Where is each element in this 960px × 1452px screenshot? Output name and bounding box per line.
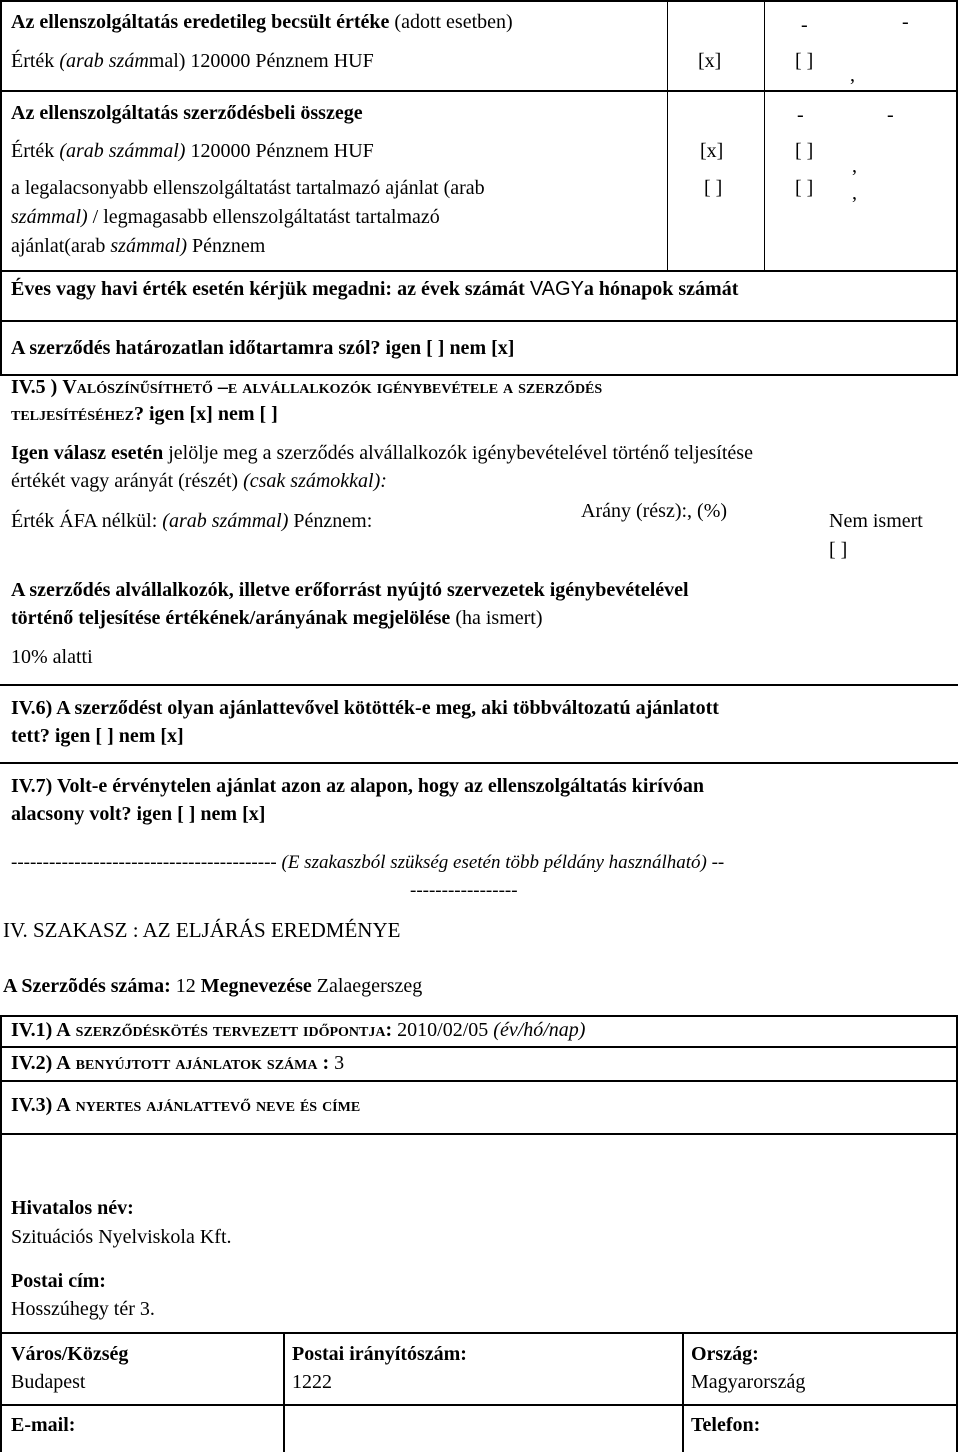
iv2-prefix: IV.2) A: [11, 1052, 71, 1074]
iv7-line-2: alacsony volt? igen [ ] nem [x]: [11, 803, 266, 825]
estimated-value-dash-2: -: [902, 11, 909, 33]
contract-value-dash-1: -: [797, 104, 804, 126]
contract-value-comma: ,: [852, 155, 857, 177]
official-name-label: Hivatalos név:: [11, 1197, 134, 1219]
iv5-title-cont: teljesítéséhez?: [11, 403, 144, 425]
table-border-top: [0, 0, 958, 2]
indefinite-term-question: A szerződés határozatlan időtartamra szól? igen [ ] nem [x]: [11, 337, 515, 359]
iv1-prefix: IV.1) A: [11, 1019, 71, 1041]
igen-text-2: értékét vagy arányát (részét): [11, 470, 239, 492]
offer-range-currency: Pénznem: [192, 235, 266, 257]
estimated-value-dash-1: -: [801, 14, 808, 36]
result-row-divider-5: [0, 1404, 958, 1406]
country-label: Ország:: [691, 1343, 759, 1365]
iv5-heading-line-2: [11, 403, 278, 426]
table-col-divider-1: [667, 0, 668, 270]
estimated-value-label: Érték: [11, 50, 55, 72]
iv1-colon: :: [385, 1019, 393, 1041]
annual-monthly-vagy: VAGY: [529, 278, 584, 300]
not-known-mark: [ ]: [829, 539, 848, 561]
result-row-divider-3: [0, 1133, 958, 1135]
subcontractor-line-1: A szerződés alvállalkozók, illetve erőforrást nyújtó szervezetek igénybevételével: [11, 579, 689, 601]
iv6-line-1: IV.6) A szerződést olyan ajánlattevővel kötötték-e meg, aki többváltozatú ajánlatott: [11, 697, 719, 719]
contract-value-label: Érték: [11, 140, 55, 162]
phone-label: Telefon:: [691, 1414, 761, 1436]
iv1-date: 2010/02/05: [397, 1019, 489, 1041]
offer-range-line-1: a legalacsonyabb ellenszolgáltatást tartalmazó ajánlat (arab: [11, 177, 485, 199]
annual-monthly-note: [11, 278, 738, 301]
subcontractor-line-2: [11, 607, 543, 630]
separator-tail: --: [711, 852, 725, 873]
result-col-divider-2: [682, 1332, 684, 1452]
iv5-heading-line-1: [11, 376, 602, 399]
igen-italic: (csak számokkal):: [243, 470, 387, 492]
section-divider-iv7: [0, 762, 958, 764]
result-col-divider-1: [283, 1332, 285, 1452]
table-col-divider-2: [764, 0, 765, 270]
separator-note: (E szakaszból szükség esetén több példány használható): [281, 852, 707, 873]
estimated-value-amount: mal) 120000 Pénznem HUF: [148, 50, 374, 72]
contract-value-amount: 120000 Pénznem HUF: [190, 140, 374, 162]
offer-range-line-3: [11, 235, 265, 258]
offer-range-mark-a: [ ]: [704, 177, 723, 199]
value-without-vat-label: Érték ÁFA nélkül:: [11, 510, 158, 532]
result-row-divider-1: [0, 1046, 958, 1048]
table-row-divider-3: [0, 320, 958, 322]
not-known-label: Nem ismert: [829, 510, 923, 532]
iv1-row: [11, 1019, 585, 1042]
estimated-value-title: [11, 11, 513, 34]
official-name-value: Szituációs Nyelviskola Kft.: [11, 1226, 232, 1248]
annual-monthly-tail: a hónapok számát: [583, 278, 739, 300]
result-table-top: [0, 1015, 958, 1017]
estimated-value-mark-b: [ ]: [795, 50, 814, 72]
igen-text: jelölje meg a szerződés alvállalkozók igénybevételével történő teljesítése: [168, 442, 753, 464]
offer-range-italic-2: számmal): [110, 235, 188, 257]
contract-value-italic: (arab számmal): [59, 140, 186, 162]
estimated-value-mark-a: [x]: [698, 50, 722, 72]
zip-label: Postai irányítószám:: [292, 1343, 467, 1365]
contract-name: Zalaegerszeg: [316, 975, 423, 997]
proportion-label: Arány (rész):, (%): [581, 500, 728, 522]
estimated-value-comma: ,: [850, 64, 855, 86]
table-row-divider-2: [0, 270, 958, 272]
contract-value-mark-b: [ ]: [795, 140, 814, 162]
offer-range-mark-b: [ ]: [795, 177, 814, 199]
iv3-row: [11, 1094, 360, 1117]
iv1-format: (év/hó/nap): [493, 1019, 586, 1041]
iv3-prefix: IV.3) A: [11, 1094, 71, 1116]
offer-range-text-2: / legmagasabb ellenszolgáltatást tartalmazó: [92, 206, 440, 228]
offer-range-comma: ,: [852, 182, 857, 204]
country-value: Magyarország: [691, 1371, 806, 1393]
contract-value-mark-a: [x]: [700, 140, 724, 162]
iv6-line-2: tett? igen [ ] nem [x]: [11, 725, 184, 747]
iv5-answer: igen [x] nem [ ]: [148, 403, 278, 425]
annual-monthly-bold: Éves vagy havi érték esetén kérjük megadni: az évek számát: [11, 278, 525, 300]
value-without-vat-currency: Pénznem:: [293, 510, 373, 532]
contract-identification: [3, 975, 422, 998]
section-divider-iv6: [0, 684, 958, 686]
result-row-divider-2: [0, 1080, 958, 1082]
contract-value-line: [11, 140, 374, 163]
result-heading: IV. SZAKASZ : AZ ELJÁRÁS EREDMÉNYE: [3, 918, 401, 942]
estimated-value-title-bold: Az ellenszolgáltatás eredetileg becsült értéke: [11, 11, 390, 33]
separator-line-2: -----------------: [410, 880, 518, 901]
postal-address-label: Postai cím:: [11, 1270, 106, 1292]
estimated-value-title-note: (adott esetben): [394, 11, 513, 33]
offer-range-text-3: ajánlat(arab: [11, 235, 106, 257]
iv7-line-1: IV.7) Volt-e érvénytelen ajánlat azon az alapon, hogy az ellenszolgáltatás kirívóan: [11, 775, 704, 797]
estimated-value-italic: (arab szám: [59, 50, 149, 72]
separator-dashes: ------------------------------------------: [11, 852, 277, 873]
iv2-title: benyújtott ajánlatok száma :: [75, 1052, 330, 1074]
subcontractor-bold: történő teljesítése értékének/arányának megjelölése: [11, 607, 451, 629]
contract-value-dash-2: -: [887, 104, 894, 126]
iv1-title: szerződéskötés tervezett időpontja: [75, 1019, 386, 1041]
city-value: Budapest: [11, 1371, 86, 1393]
iv5-title: Valószínűsíthető –e alvállalkozók igénybevétele a szerződés: [62, 376, 603, 398]
offer-range-italic-1: számmal): [11, 206, 88, 228]
igen-instruction-line-2: [11, 470, 387, 493]
result-row-divider-4: [0, 1332, 958, 1334]
offer-range-line-2: [11, 206, 440, 229]
igen-instruction-line-1: [11, 442, 753, 465]
contract-number: 12: [175, 975, 196, 997]
igen-bold: Igen válasz esetén: [11, 442, 164, 464]
estimated-value-line: [11, 50, 374, 73]
subcontractor-note: (ha ismert): [455, 607, 543, 629]
iv3-title: nyertes ajánlattevő neve és címe: [75, 1094, 361, 1116]
separator-line-1: [11, 852, 724, 874]
iv2-row: [11, 1052, 344, 1075]
iv2-count: 3: [334, 1052, 345, 1074]
city-label: Város/Község: [11, 1343, 129, 1365]
subcontractor-value: 10% alatti: [11, 646, 93, 668]
iv5-prefix: IV.5 ): [11, 376, 58, 398]
contract-name-label: Megnevezése: [200, 975, 312, 997]
value-without-vat: [11, 510, 372, 533]
table-row-divider-1: [0, 90, 958, 92]
value-without-vat-italic: (arab számmal): [162, 510, 289, 532]
postal-address-value: Hosszúhegy tér 3.: [11, 1298, 155, 1320]
contract-number-label: A Szerzõdés száma:: [3, 975, 171, 997]
contract-value-title: Az ellenszolgáltatás szerződésbeli összege: [11, 102, 363, 124]
zip-value: 1222: [292, 1371, 332, 1393]
email-label: E-mail:: [11, 1414, 76, 1436]
